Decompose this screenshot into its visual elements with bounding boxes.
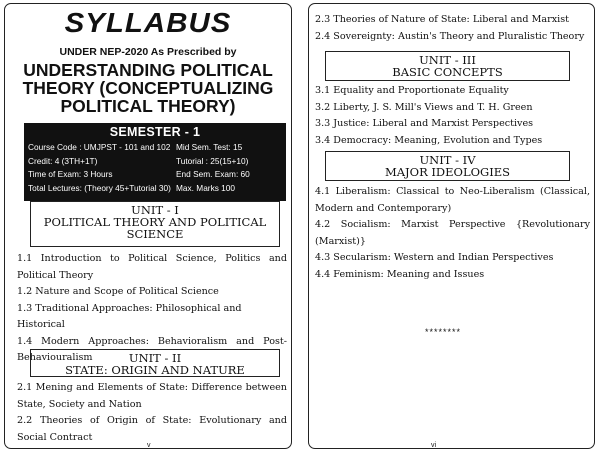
syllabus-title: SYLLABUS [64, 7, 232, 38]
left-page [4, 3, 292, 449]
syllabus-item: 3.2 Liberty, J. S. Mill's Views and T. H. Green [315, 101, 533, 113]
syllabus-item: 4.4 Feminism: Meaning and Issues [315, 268, 485, 280]
page-number: v [147, 442, 151, 449]
syllabus-item: 3.4 Democracy: Meaning, Evolution and Types [315, 134, 543, 146]
max-marks: Max. Marks 100 [176, 182, 236, 193]
paper-title-line: POLITICAL THEORY) [60, 96, 236, 116]
exam-time: Time of Exam: 3 Hours [28, 169, 113, 180]
unit-name: UNIT - II [128, 351, 182, 365]
paper-title-line: UNDERSTANDING POLITICAL [23, 60, 273, 80]
unit-3-items [315, 83, 590, 149]
end-sem-exam: End Sem. Exam: 60 [176, 169, 250, 180]
end-marker: ******** [425, 327, 462, 337]
unit-heading: SCIENCE [126, 227, 184, 241]
syllabus-subtitle: UNDER NEP-2020 As Prescribed by [59, 46, 237, 58]
semester-box [24, 123, 286, 201]
paper-title [5, 61, 291, 115]
syllabus-item: 4.2 Socialism: Marxist Perspective {Revolutionary (Marxist)} [315, 219, 590, 247]
syllabus-item: 1.1 Introduction to Political Science, Politics and Political Theory [17, 253, 287, 281]
syllabus-item: 2.2 Theories of Origin of State: Evolutionary and Social Contract [17, 415, 287, 443]
syllabus-item: 1.2 Nature and Scope of Political Science [17, 286, 219, 297]
syllabus-item: 4.1 Liberalism: Classical to Neo-Liberalism (Classical, Modern and Contemporary) [315, 186, 590, 214]
syllabus-item: 2.4 Sovereignty: Austin's Theory and Pluralistic Theory [315, 30, 585, 42]
unit-heading: POLITICAL THEORY AND POLITICAL [43, 215, 267, 229]
page-number: vi [431, 442, 437, 449]
credit: Credit: 4 (3TH+1T) [28, 155, 98, 166]
unit-2-continued-items [315, 12, 590, 45]
course-code: Course Code : UMJPST - 101 and 102 [28, 142, 171, 152]
total-lectures: Total Lectures: (Theory 45+Tutorial 30) [28, 182, 171, 193]
mid-sem-test: Mid Sem. Test: 15 [176, 142, 243, 152]
syllabus-item: 2.1 Mening and Elements of State: Difference between State, Society and Nation [17, 382, 287, 410]
unit-2-items [17, 380, 287, 446]
unit-name: UNIT - III [419, 53, 476, 67]
syllabus-item: 4.3 Secularism: Western and Indian Perspectives [315, 252, 554, 263]
unit-4-box [325, 151, 570, 181]
syllabus-item: 1.4 Modern Approaches: Behavioralism and Post-Behaviouralism [17, 335, 287, 363]
syllabus-item: 1.3 Traditional Approaches: Philosophical and Historical [17, 302, 242, 330]
unit-name: UNIT - IV [419, 153, 476, 167]
unit-1-box [30, 201, 280, 247]
tutorial: Tutorial : 25(15+10) [176, 155, 249, 166]
unit-2-box [30, 349, 280, 377]
right-page [308, 3, 595, 449]
unit-heading: STATE: ORIGIN AND NATURE [65, 363, 245, 377]
syllabus-item: 3.3 Justice: Liberal and Marxist Perspectives [315, 118, 534, 129]
syllabus-item: 3.1 Equality and Proportionate Equality [315, 85, 509, 96]
paper-title-line: THEORY (CONCEPTUALIZING [22, 78, 274, 98]
unit-heading: MAJOR IDEOLOGIES [384, 165, 511, 179]
syllabus-item: 2.3 Theories of Nature of State: Liberal and Marxist [315, 14, 569, 25]
unit-name: UNIT - I [131, 203, 179, 217]
semester-title: SEMESTER - 1 [109, 125, 201, 139]
unit-heading: BASIC CONCEPTS [392, 65, 503, 79]
unit-4-items [315, 184, 590, 283]
unit-3-box [325, 51, 570, 81]
